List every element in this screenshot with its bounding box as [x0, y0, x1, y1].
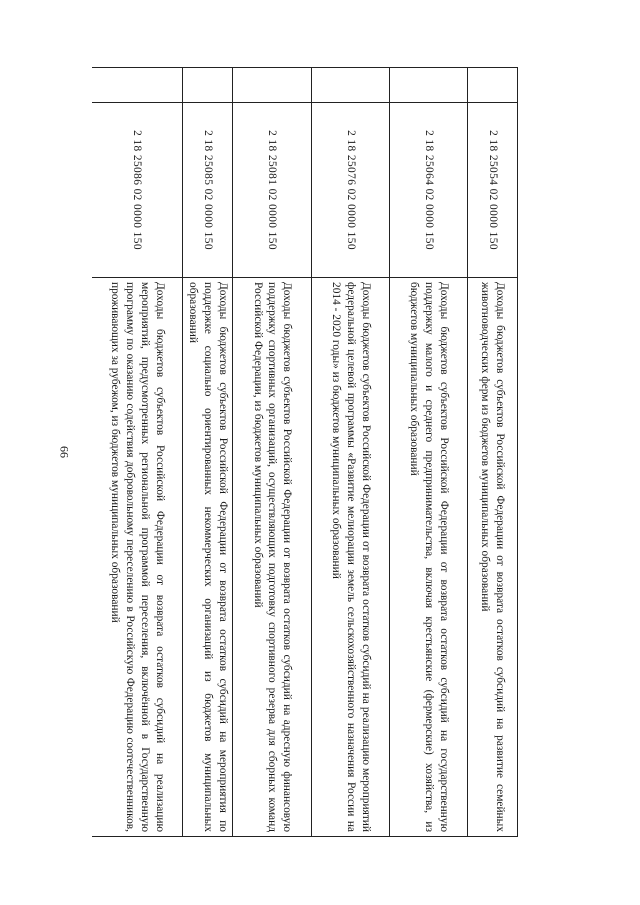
description-cell: Доходы бюджетов субъектов Российской Федерации от возврата остатков субсидий на государственную поддержку малого и среднего предпринимательства, включая крестьянские (фермерские) хозяйства, из бюджетов муниципальных образований [390, 278, 468, 837]
rotated-table-wrapper [92, 67, 518, 837]
table-row [312, 68, 390, 837]
empty-column-cell [233, 68, 312, 103]
budget-code-cell: 2 18 25081 02 0000 150 [233, 103, 312, 278]
description-cell: Доходы бюджетов субъектов Российской Федерации от возврата остатков субсидий на реализацию мероприятий федеральной целевой программы «Развитие мелиорации земель сельскохозяйственного назначения России на 2014 - 2020 годы» из бюджетов муниципальных образований [312, 278, 390, 837]
empty-column-cell [468, 68, 518, 103]
budget-code-cell: 2 18 25064 02 0000 150 [390, 103, 468, 278]
table-row [183, 68, 233, 837]
description-cell: Доходы бюджетов субъектов Российской Федерации от возврата остатков субсидий на реализацию мероприятий, предусмотренных региональной программой переселения, включённой в Государственную программу по оказанию содействия добровольному переселению в Российскую Федерацию соотечественников, проживающих за рубежом, из бюджетов муниципальных образований [92, 278, 183, 837]
page-number: 66 [57, 446, 72, 458]
budget-code-cell: 2 18 25085 02 0000 150 [183, 103, 233, 278]
empty-column-cell [312, 68, 390, 103]
description-cell: Доходы бюджетов субъектов Российской Федерации от возврата остатков субсидий на адресную финансовую поддержку спортивных организаций, осуществляющих подготовку спортивного резерва для сборных команд Российской Федерации, из бюджетов муниципальных образований [233, 278, 312, 837]
table-row [468, 68, 518, 837]
description-cell: Доходы бюджетов субъектов Российской Федерации от возврата остатков субсидий на развитие семейных животноводческих ферм из бюджетов муниципальных образований [468, 278, 518, 837]
budget-code-cell: 2 18 25054 02 0000 150 [468, 103, 518, 278]
empty-column-cell [92, 68, 183, 103]
empty-column-cell [390, 68, 468, 103]
table-row [233, 68, 312, 837]
table-row [92, 68, 183, 837]
empty-column-cell [183, 68, 233, 103]
description-cell: Доходы бюджетов субъектов Российской Федерации от возврата остатков субсидий на мероприятия по поддержке социально ориентированных некоммерческих организаций из бюджетов муниципальных образований [183, 278, 233, 837]
revenue-codes-table [92, 67, 518, 837]
table-row [390, 68, 468, 837]
budget-code-cell: 2 18 25086 02 0000 150 [92, 103, 183, 278]
revenue-codes-table-frame [92, 67, 518, 837]
budget-code-cell: 2 18 25076 02 0000 150 [312, 103, 390, 278]
